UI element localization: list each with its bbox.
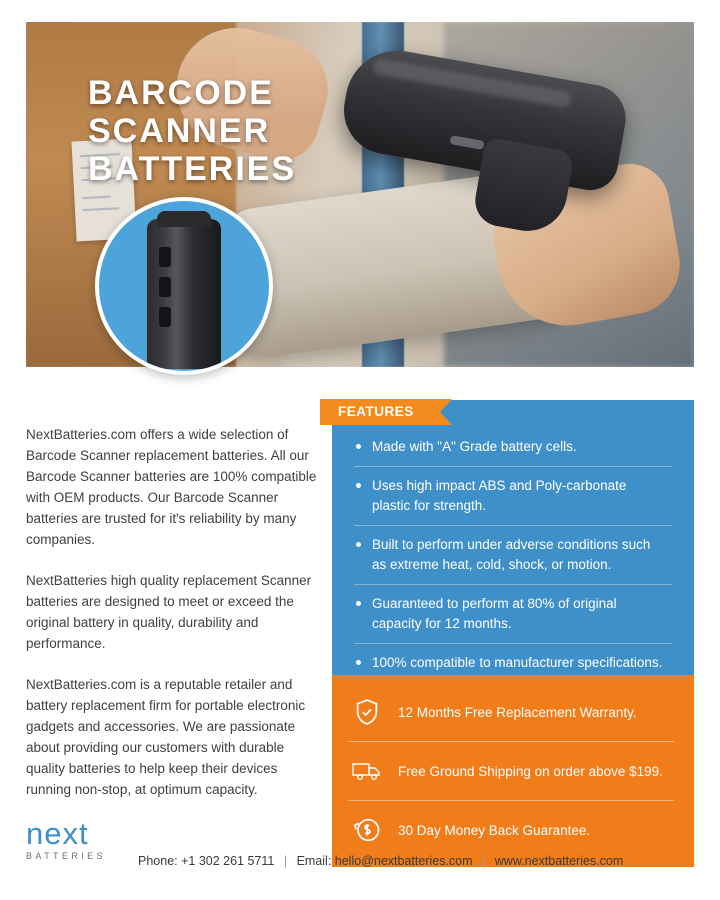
benefit-row xyxy=(348,683,674,742)
description-column xyxy=(26,424,322,820)
footer-phone: Phone: +1 302 261 5711 xyxy=(138,854,275,868)
feature-item: 100% compatible to manufacturer specifications. xyxy=(354,644,672,682)
hero-title-line-1: BARCODE xyxy=(88,74,274,112)
footer-email: Email: hello@nextbatteries.com xyxy=(296,854,473,868)
feature-item: Guaranteed to perform at 80% of original capacity for 12 months. xyxy=(354,585,672,644)
money-back-icon xyxy=(350,814,384,846)
feature-item: Made with "A" Grade battery cells. xyxy=(354,428,672,467)
feature-item: Built to perform under adverse conditions such as extreme heat, cold, shock, or motion. xyxy=(354,526,672,585)
footer-separator-2: | xyxy=(482,854,486,868)
benefit-text: 12 Months Free Replacement Warranty. xyxy=(398,704,637,720)
hero-title xyxy=(88,74,296,188)
benefit-text: 30 Day Money Back Guarantee. xyxy=(398,822,591,838)
shield-check-icon xyxy=(350,696,384,728)
footer-separator-1: | xyxy=(283,854,288,868)
description-paragraph-1: NextBatteries.com offers a wide selection of Barcode Scanner replacement batteries. All our Barcode Scanner batteries are 100% compatible with OEM products. Our Barcode Scanner batteries are trusted for it's reliability by many companies. xyxy=(26,427,317,547)
logo-primary-text: next xyxy=(26,816,89,851)
benefits-panel xyxy=(332,675,694,867)
description-paragraph-2: NextBatteries high quality replacement Scanner batteries are designed to meet or exceed the original battery in quality, durability and performance. xyxy=(26,573,312,651)
truck-icon xyxy=(350,755,384,787)
benefit-row xyxy=(348,801,674,859)
footer-website[interactable]: www.nextbatteries.com xyxy=(494,854,624,868)
brand-logo xyxy=(26,818,136,861)
footer-contact-bar xyxy=(138,854,623,868)
logo-secondary-text: BATTERIES xyxy=(26,851,106,861)
description-paragraph-3: NextBatteries.com is a reputable retailer and battery replacement firm for portable electronic gadgets and accessories. We are passionate about providing our customers with durable quality batteries to help keep their devices running non-stop, at optimum capacity. xyxy=(26,677,306,797)
benefit-row xyxy=(348,742,674,801)
features-panel xyxy=(332,400,694,704)
battery-pack-icon xyxy=(147,219,221,369)
features-list xyxy=(354,428,672,682)
hero-title-line-2: SCANNER xyxy=(88,112,271,150)
features-header-ribbon: FEATURES xyxy=(320,399,440,425)
hero-title-line-3: BATTERIES xyxy=(88,150,297,188)
benefit-text: Free Ground Shipping on order above $199. xyxy=(398,763,663,779)
product-image-circle xyxy=(95,197,273,375)
feature-item: Uses high impact ABS and Poly-carbonate plastic for strength. xyxy=(354,467,672,526)
